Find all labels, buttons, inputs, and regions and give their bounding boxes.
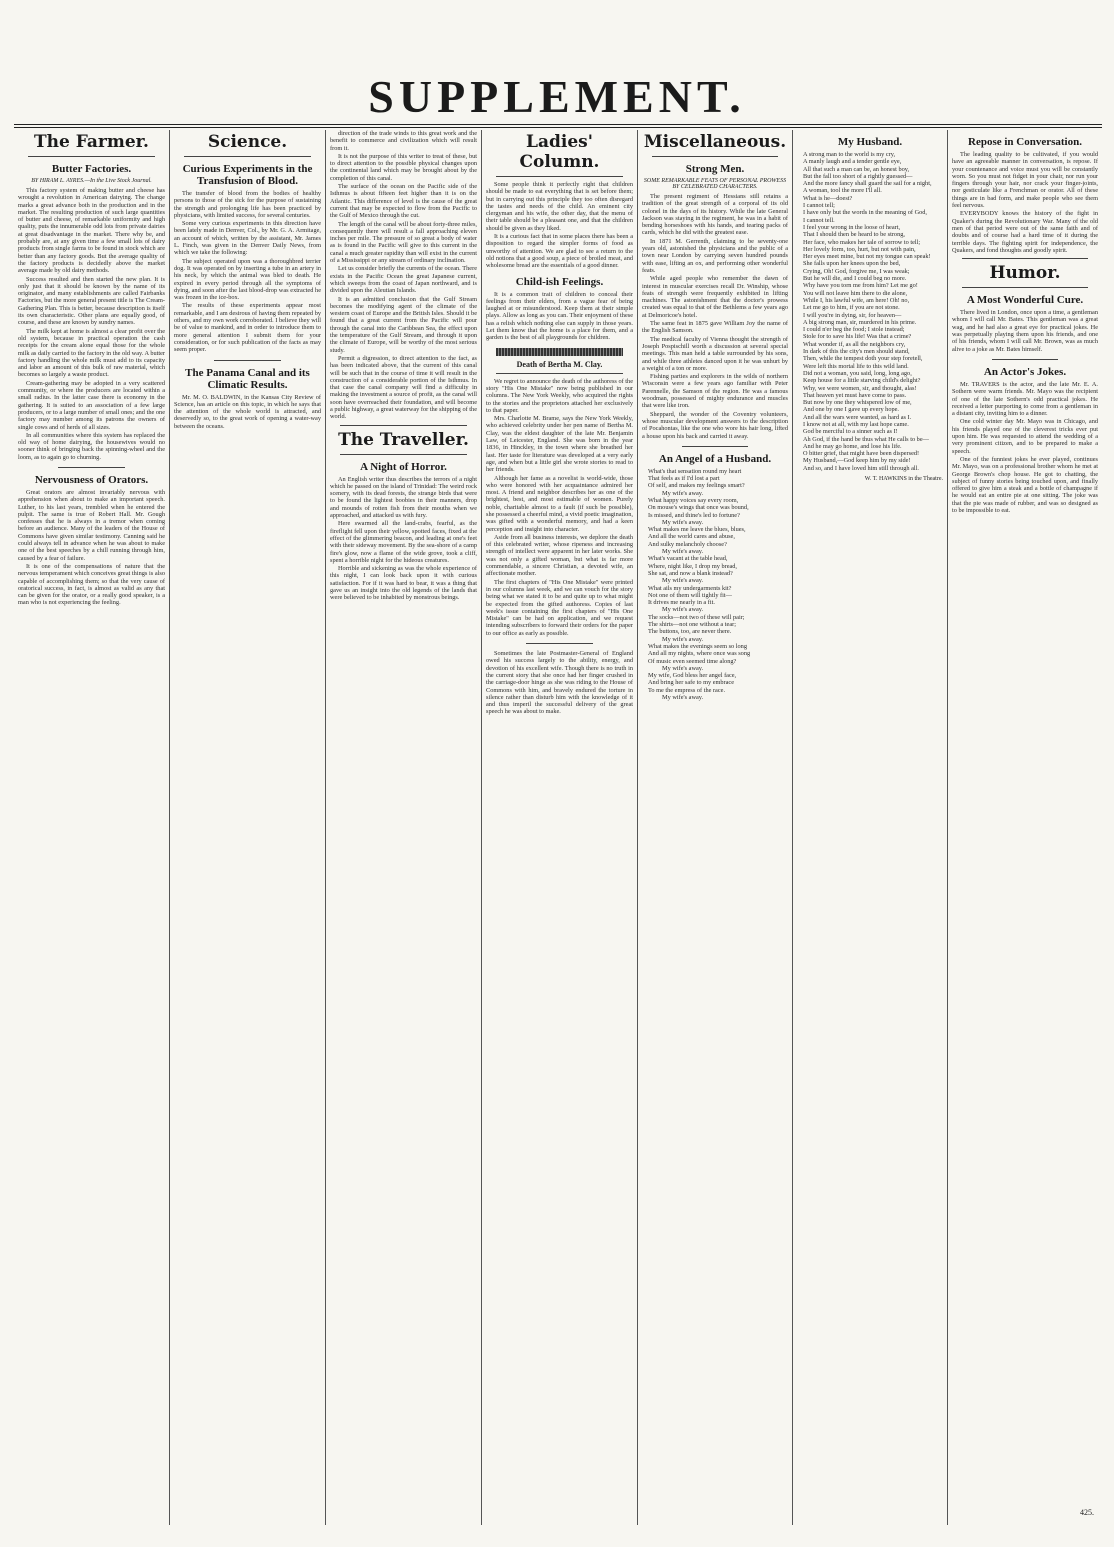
- article-body: [18, 489, 165, 607]
- article-byline: SOME REMARKABLE FEATS OF PERSONAL PROWESS BY CELEBRATED CHARACTERS.: [643, 178, 787, 190]
- poem-line: I have only but the words in the meaning of God,: [803, 209, 927, 217]
- divider: [214, 360, 281, 361]
- section-heading-farmer: The Farmer.: [34, 132, 149, 152]
- article-body: [18, 187, 165, 461]
- poem-line: A big strong man, sir, murdered in his prime.: [803, 318, 917, 326]
- paragraph: The present regiment of Hessians still retains a tradition of the great strength of a corporal of its old colonel in the days of its history. While the late General Jackson was staying in the regiment, he was in a habit of bending horseshoes with his hands, and tearing packs of cards, which he did with the greatest ease.: [642, 193, 788, 237]
- poem-line: A manly laugh and a tender gentle eye,: [803, 158, 902, 166]
- poem-line: But now by one they whispered low of me,: [803, 399, 912, 407]
- poem-line: You will not leave him there to die alone,: [803, 289, 908, 297]
- paragraph: The medical faculty of Vienna thought the strength of Joseph Pospischill worth a discussion at several special meetings. This man held a table surrounded by his sons, and while three athletes danced upon it he was unhurt by a weight of a ton or more.: [642, 335, 788, 372]
- paragraph: The same feat in 1875 gave William Joy the name of the English Samson.: [642, 320, 788, 335]
- poem-line: What's that sensation round my heart: [648, 467, 742, 475]
- poem-line: It drives me nearly in a fit.: [648, 599, 715, 607]
- divider: [992, 359, 1058, 360]
- poem-line: The buttons, too, are never there.: [648, 628, 732, 636]
- poem-line: I cannot tell;: [803, 202, 835, 210]
- article-title: Butter Factories.: [51, 163, 132, 175]
- paragraph: Sometimes the late Postmaster-General of England owed his success largely to the ability, energy, and devotion of his excellent wife. Though there is no truth in the current story that she once had her finger crushed in the carriage-door hinge as she was riding to the House of Commons with him, and bravely endured the torture in silence rather than disturb him with the knowledge of it and thus imperil the successful delivery of the great speech he was about to make.: [486, 650, 633, 716]
- column-science: [169, 130, 325, 1525]
- article-body: [642, 193, 788, 440]
- paragraph: Cream-gathering may be adopted in a very scattered community, or where the producers are located within a small radius. In the latter case there is economy in the gathering. It is suited to an association of a few large producers, or to a large number of small ones; and the one factory may number among its patrons the owners of single cows and of herds of all sizes.: [18, 379, 165, 431]
- article-title: A Night of Horror.: [360, 460, 447, 473]
- paragraph: Mr. M. O. BALDWIN, in the Kansas City Review of Science, has an article on this topic, in which he says that the attention of the whole world is attracted, and deservedly so, to the great work of opening a water-way between the oceans.: [174, 393, 321, 430]
- poem-line: My wife's away.: [662, 577, 704, 585]
- paragraph: Mr. TRAVERS is the actor, and the late Mr. E. A. Sothern were warm friends. Mr. Mayo was the recipient of one of the late Sothern's odd practical jokes. He received a letter purporting to come from a gentleman in a distant city, inviting him to a dinner.: [952, 380, 1098, 418]
- column-miscellaneous: [637, 130, 792, 1525]
- article-body: [486, 378, 633, 637]
- poem-line: My wife's away.: [662, 518, 704, 526]
- paragraph: Here swarmed all the land-crabs, fearful, as the fireflight fell upon their yellow, spotted faces, fixed at the effect of the glimmering beacon, and leading at one's feet with their sideway movement. By the sea-shore of a camp fire's glow, now a flame of the wide grove, took a cliff, spent a horrible night for the hideous creatures.: [330, 520, 477, 564]
- section-heading-humor: Humor.: [989, 263, 1061, 284]
- paragraph: This factory system of making butter and cheese has wrought a revolution in American dairying. The change marks a great advance both in the production and in the market. The resulting production of such large quantities of butter and cheese, of remarkable uniformity and high quality, puts the innumerable odd lots from private dairies at great disadvantage in the market. There why be, and probably are, at any given time a few small lots of dairy products from single farms to be found in stock which are better than any factory goods. But the average quality of the factory products is decidedly above the market average made by old dairy methods.: [18, 187, 165, 275]
- paragraph: It is an admitted conclusion that the Gulf Stream becomes the modifying agent of the climate of the western coast of Europe and the British Isles. Should it be found that a great current from the Pacific will pour through the canal into the Caribbean Sea, the effect upon the temperature of the Gulf Stream, and through it upon the climate of Europe, will be worthy of the most serious study.: [330, 295, 477, 354]
- poem-signature: W. T. HAWKINS in the Theatre.: [864, 476, 943, 483]
- article-title: The Panama Canal and its Climatic Results.: [185, 366, 310, 391]
- poem-line: And sulky melancholy choose?: [648, 540, 727, 548]
- paragraph: One of the funniest jokes he ever played, continues Mr. Mayo, was on a professional brother whom he met at George Brown's chop house. He got to chatting, the subject of funny stories being touched upon, and finally offered to give him a steak and a bottle of champagne if he would eat an entire pie at one sitting. The joke was that the pie was made of rubber, and was so designed as to be impossible to eat.: [952, 455, 1098, 514]
- poem-line: What's vacant at the table head,: [648, 555, 728, 563]
- divider: [340, 454, 467, 455]
- poem-line: While I, his lawful wife, am here! Oh! no,: [803, 296, 910, 304]
- poem-line: My Husband,—God keep him by my side!: [803, 457, 911, 465]
- column-ladies: [481, 130, 637, 1525]
- poem-line: And all the wars were wanted, as hard as I.: [803, 413, 912, 421]
- divider: [496, 373, 623, 374]
- article-body: [952, 151, 1098, 254]
- paragraph: Some very curious experiments in this direction have been lately made in Denver, Col., by Mr. G. A. Armitage, an account of which, written by the assistant, Mr. James L. Finch, was given in the Denver Daily News, from which we take the following:: [174, 220, 321, 257]
- poem-line: Ah God, if the hand be thus what He calls to be—: [803, 435, 929, 443]
- poem-line: God be merciful to a sinner such as I!: [803, 428, 898, 436]
- poem-line: I feel your wrong in the loose of heart,: [803, 223, 901, 231]
- poem-line: My wife's away.: [662, 489, 704, 497]
- poem-line: She falls upon her knees upon the bed,: [803, 260, 901, 268]
- masthead-title: SUPPLEMENT.: [368, 71, 746, 122]
- article-body: [174, 394, 321, 430]
- paragraph: The transfer of blood from the bodies of healthy persons to those of the sick for the purpose of sustaining the strength and prolonging life has been practiced by physicians, with limited success, for several centuries.: [174, 190, 321, 219]
- divider: [962, 287, 1088, 288]
- poem-line: All that such a man can be, an honest boy,: [803, 165, 910, 173]
- poem-title: My Husband.: [837, 136, 903, 148]
- article-title: Nervousness of Orators.: [34, 473, 149, 486]
- poem-line: She sat, and now a blank instead?: [648, 569, 733, 577]
- paragraph: The length of the canal will be about forty-three miles, consequently there will result a fall approaching eleven inches per mile. The pressure of so great a body of water as is found in the Pacific will give to this current in the canal a much greater rapidity than will exist in the current of a Mississippi or any stream of ordinary inclination.: [330, 220, 477, 265]
- poem-line: Of music even seemed time along?: [648, 657, 737, 665]
- poem-line: Let me go to him, if you are not stone.: [803, 304, 900, 312]
- poem-line: Her lovely form, too, hurt, but not with pain,: [803, 245, 916, 253]
- poem-line: I know not at all, with my last hope came.: [803, 420, 909, 428]
- paragraph: Although her fame as a novelist is world-wide, those who were honored with her acquaintance admired her most. A friend and neighbor describes her as one of the brightest, best, and most estimable of women. Purely noble, charitable almost to a fault (if such be possible), she possessed a cheerful mind, a vivid poetic imagination, was gifted with a wonderful memory, and had a keen perception and insight into character.: [486, 474, 633, 533]
- article-byline: BY HIRAM L. AYRES.—In the Live Stock Journal.: [31, 178, 152, 184]
- paragraph: Mrs. Charlotte M. Brame, says the New York Weekly, who achieved celebrity under her pen name of Bertha M. Clay, was the eldest daughter of the late Mr. Benjamin Law, of Leicester, England. She was born in the year 1836, in Hinckley, in the town where she breathed her last. Her taste for literature was developed at a very early age, and when but a little girl she wrote stories to read to her friends.: [486, 415, 633, 474]
- paragraph: One cold winter day Mr. Mayo was in Chicago, and his friends played one of the cleverest tricks ever put upon him. He was requested to attend the wedding of a very prominent citizen, and to be prepared to make a speech.: [952, 418, 1098, 455]
- poem-line: And one by one I gave up every hope.: [803, 406, 899, 414]
- columns: [14, 130, 1102, 1525]
- section-heading-miscellaneous: Miscellaneous.: [643, 132, 787, 152]
- poem-line: And so, and I have loved him still through all.: [803, 464, 919, 472]
- paragraph: We regret to announce the death of the authoress of the story "His One Mistake" now being published in our columns. The New York Weekly, who acquired the rights to the stories and the proprietors attached her exclusively to that paper.: [486, 377, 633, 414]
- divider: [526, 643, 593, 644]
- column-farmer: [14, 130, 169, 1525]
- paragraph: There lived in London, once upon a time, a gentleman whom I will call Mr. Bates. This gentleman was a great wag, and he had also a great eye for practical jokes. He was perpetually playing them upon his friends, and one of his friends, whom I will call Mr. Brown, was as much alive to a joke as Mr. Bates himself.: [952, 309, 1098, 353]
- article-body: [486, 291, 633, 342]
- divider: [184, 156, 311, 157]
- divider: [58, 467, 125, 468]
- article-body: [486, 650, 633, 716]
- article-body: [952, 381, 1098, 514]
- poem-line: That feels as if I'd lost a part: [648, 475, 720, 483]
- article-body: [174, 190, 321, 354]
- poem-line: To me the empress of the race.: [648, 686, 726, 694]
- article-title: Child-ish Feelings.: [515, 275, 604, 288]
- poem-line: Stole for to save his life! Was that a crime?: [803, 333, 912, 341]
- paragraph: EVERYBODY knows the history of the fight in Quaker's during the Revolutionary War. Many of the old men of that period were out of the same faith and of doubts and of course had a hard time of it during the terrible days. The fighting spirit for independence, the Quakers, and fond thoughts and goodly spirit.: [952, 210, 1098, 254]
- article-body: [330, 130, 477, 421]
- poem-line: But the fall too short of a rightly guessed—: [803, 172, 913, 180]
- poem-line: Of self, and makes my feelings smart?: [648, 482, 745, 490]
- paragraph: It is a common trait of children to conceal their feelings from their elders, from a vague fear of being laughed at or misunderstood. Keep them at their simple plays. Allow as long as you can. Their enjoyment of these has a relish which nothing else can supply in those years. Let them know that the home is a place for them, and a garden is the best of all playgrounds for children.: [486, 290, 633, 342]
- poem-line: Why have you torn me from him? Let me go!: [803, 282, 918, 290]
- poem-line: What is he—doest?: [803, 194, 853, 202]
- article-title: A Most Wonderful Cure.: [966, 294, 1084, 307]
- paragraph: Success resulted and then started the new plan. It is only just that it should be known by the name of its originator, and many establishments are called Fairbanks Factories, but the more general present title is The Cream-Gathering Plan. This is better, because description is itself its own characteristic. Other plans are equally good, of course, and these are known by sundry names.: [18, 275, 165, 327]
- article-title: Repose in Conversation.: [968, 136, 1082, 148]
- poem-line: Were left this mortal life to this wild land.: [803, 362, 909, 370]
- poem-line: What wonder if, as all the neighbors cry,: [803, 340, 906, 348]
- article-title: Strong Men.: [685, 163, 745, 175]
- obituary-border: [496, 348, 623, 356]
- divider: [962, 258, 1088, 259]
- paragraph: While aged people who remember the dawn of interest in muscular exercises recall Dr. Winship, whose feats of strength were frequently exhibited in lifting machines. The astonishment that the doctor's prowess created was equal to that of the Bethlems a few years ago at Delmoricoe's hotel.: [642, 275, 788, 319]
- column-humor: [947, 130, 1102, 1525]
- poem-line: That heaven yet must have come to pass.: [803, 391, 907, 399]
- poem-line: On mouse's wings that once was bound,: [648, 504, 749, 512]
- paragraph: Great orators are almost invariably nervous with apprehension when about to make an important speech. Luther, to his last years, trembled when he entered the pulpit. The same is true of Robert Hall. Mr. Gough confesses that he is always in a tremor when coming before an audience. Many of the leaders of the House of Commons have given similar testimony. Canning said he could always tell in advance when he was about to make one of the best speeches by a chill running through him, caused by a fear of failure.: [18, 488, 165, 562]
- poem-line: And the more fancy shall guard the sail for a night,: [803, 180, 932, 188]
- paragraph: It is one of the compensations of nature that the nervous temperament which conceives great things is also capable of accomplishing them; so that the very cause of oratorical success, in fact, is almost as valid as any that can be given for the orator, or a really good speaker, is a man who is not experiencing the feeling.: [18, 562, 165, 607]
- paragraph: It is not the purpose of this writer to treat of these, but to direct attention to the possible physical changes upon the continental land which may be brought about by the completion of this canal.: [330, 152, 477, 182]
- divider: [340, 425, 467, 426]
- poem-line: But he will die, and I could beg no more.: [803, 275, 907, 283]
- poem-line: And bring her safe to my embrace: [648, 679, 735, 687]
- paragraph: Let us consider briefly the currents of the ocean. There exists in the Pacific Ocean the great Japanese current, which sweeps from the coast of Japan northward, and is divided upon the Aleutian Islands.: [330, 265, 477, 295]
- paragraph: The first chapters of "His One Mistake" were printed in our columns last week, and we can vouch for the story being what we stated it to be and quite up to what might be expected from the gifted authoress. Copies of last week's issue containing the first chapters of "His One Mistake" can be had on application, and we request intending subscribers to forward their orders for the paper to our office as early as possible.: [486, 578, 633, 637]
- paragraph: Some people think it perfectly right that children should be made to eat everything that is set before them; but in carrying out this principle they too often disregard the tastes and needs of the child. An eminent city clergyman and his wife, the other day, that the menu of their table should be a pleasant one, and that the children should be given as they liked.: [486, 181, 633, 232]
- poem-title: An Angel of a Husband.: [658, 452, 772, 465]
- poem-line: What ails my undergarments kit?: [648, 584, 732, 592]
- article-title: An Actor's Jokes.: [983, 365, 1067, 378]
- poem-line: The shirts—not one without a tear;: [648, 621, 736, 629]
- paragraph: In 1871 M. Gerrenth, claiming to be seventy-one years old, astonished the physicians and the public of a town near London by carrying seven hundred pounds with ease, lifting an ox, and performing other wonderful feats.: [642, 237, 788, 274]
- poem-line: And all the world cares and abuse,: [648, 533, 735, 541]
- paragraph: The surface of the ocean on the Pacific side of the Isthmus is about fifteen feet higher than it is on the Atlantic. This difference of level is the cause of the great current that may be expected to flow from the Pacific to the Gulf of Mexico through the cut.: [330, 183, 477, 220]
- poem-line: Crying, Oh! God, forgive me, I was weak;: [803, 267, 910, 275]
- paragraph: Fishing parties and explorers in the wilds of northern Wisconsin were a few years ago familiar with Peter Parennelle, the Samson of the region. He was a famous woodman, possessed of mighty endurance and muscles that were like iron.: [642, 373, 788, 410]
- poem-line: In dark of this the city's men should stand,: [803, 348, 910, 356]
- poem-line: I cannot tell.: [803, 216, 835, 224]
- section-heading-ladies: Ladies' Column.: [519, 132, 600, 172]
- poem-line: Why, we were women, sir, and thought, alas!: [803, 384, 917, 392]
- section-heading-traveller: The Traveller.: [338, 429, 469, 450]
- paragraph: In all communities where this system has replaced the old way of home dairying, the housewives would no sooner think of bringing back the spinning-wheel and the loom, as to again go to churning.: [18, 431, 165, 461]
- poem-line: What happy voices say every room,: [648, 496, 739, 504]
- poem-line: My wife, God bless her angel face,: [648, 672, 737, 680]
- divider: [682, 446, 748, 447]
- poem-line: And all my nights, where once was song: [648, 650, 751, 658]
- poem-line: My wife's away.: [662, 694, 704, 701]
- article-title: Curious Experiments in the Transfusion of Blood.: [182, 163, 313, 187]
- poem-line: My wife's away.: [662, 548, 704, 556]
- poem-line: Did not a woman, you said, long, long ago,: [803, 369, 912, 377]
- column-poetry: [792, 130, 947, 1525]
- article-body: [486, 181, 633, 270]
- poem-line: That I should then be heard to be strong,: [803, 231, 905, 239]
- paragraph: Permit a digression, to direct attention to the fact, as has been indicated above, that the current of this canal will be such that in the course of time it will result in the construction of a considerable portion of the Isthmus. In that case the canal company will find a difficulty in making the investment a source of profit, as the canal will soon have overreached their foundation, and will become a public highway, a great waterway for the shipping of the world.: [330, 354, 477, 421]
- poem-line: Then, while the tempest doth your step foretell,: [803, 355, 923, 363]
- paragraph: Aside from all business interests, we deplore the death of this celebrated writer, whose ripeness and increasing strength of intellect were apparent in her later works. She was not only a gifted woman, but what is far more commendable, a sincere Christian, a devoted wife, an affectionate mother.: [486, 533, 633, 578]
- poem-line: Her face, who makes her tale of sorrow to tell;: [803, 238, 921, 246]
- paragraph: Sheppard, the wonder of the Coventry volunteers, whose muscular development answers to the description of Pocahontas, like the one who wore his hair long, lifted a house upon his back and carried it away.: [642, 410, 788, 440]
- poem-line: What makes me leave the blues, blues,: [648, 526, 746, 534]
- divider: [652, 156, 778, 157]
- poem-line: A woman, tool the more I'll all.: [803, 187, 882, 195]
- poem-body: [642, 468, 788, 702]
- paragraph: The milk kept at home is almost a clear profit over the old system, because in practical operation the cash receipts for the cream alone equal those for the whole milk as daily carried to the factory in the old way. A butter factory handling the whole milk must add to its capacity and labor an amount of this bulk of raw material, which becomes so largely a waste product.: [18, 327, 166, 379]
- masthead-rule-double: [14, 127, 1102, 128]
- poem-line: I will you're in dying, sir, for heaven—: [803, 311, 902, 319]
- poem-line: And he may go home, and lose his life.: [803, 442, 902, 450]
- poem-line: Not one of them will tightly fit—: [648, 591, 732, 599]
- paragraph: The subject operated upon was a thoroughbred terrier dog. It was operated on by inserting a tube in an artery in his neck, by which the animal was bled to death. He expired in every period through all the symptoms of dying, and soon after the last blood-drop was extracted he was frozen in the ice-box.: [174, 257, 321, 302]
- poem-line: Keep house for a little starving child's delight?: [803, 377, 921, 385]
- poem-line: My wife's away.: [662, 664, 704, 672]
- poem-line: Her eyes meet mine, but not my tongue can speak!: [803, 253, 931, 261]
- poem-line: O bitter grief, that might have been dispersed!: [803, 450, 920, 458]
- paragraph: Horrible and sickening as was the whole experience of this night, I can look back upon it with curious satisfaction. For if it was hard to bear, it was a thing that gave us an insight into the old legends of the lands that were believed to be inhabited by monstrous beings.: [330, 565, 477, 602]
- section-heading-science: Science.: [207, 132, 288, 152]
- article-body: [952, 309, 1098, 353]
- page-number: 425.: [1080, 1508, 1094, 1517]
- divider: [28, 156, 155, 157]
- paragraph: An English writer thus describes the terrors of a night which he passed on the island of Trinidad: The weird rock scenery, with its dead forests, the strange birds that were to be found the lightest boobies in their manners, drop and mounds of rotten fish from their mouths when we approached, and attacked us with fury.: [330, 475, 477, 520]
- divider: [496, 176, 623, 177]
- poem-line: A strong man to the world is my cry,: [803, 151, 896, 158]
- column-science-continued: [325, 130, 481, 1525]
- poem-line: My wife's away.: [662, 606, 704, 614]
- poem-line: My wife's away.: [662, 635, 704, 643]
- paragraph: direction of the trade winds to this great work and the benefit to commerce and civilization which will result from it.: [330, 130, 477, 152]
- paragraph: It is a curious fact that in some places there has been a disposition to regard the simpler forms of food as unworthy of attention. We are glad to see a return to the old notions that a good soup, a piece of broiled meat, and wholesome bread are the essentials of a good dinner.: [486, 233, 633, 270]
- poem-body: [797, 151, 943, 472]
- masthead-rule: [14, 124, 1102, 125]
- obituary-title: Death of Bertha M. Clay.: [516, 359, 603, 369]
- poem-line: Is missed, and thine's led to fortune?: [648, 511, 740, 519]
- article-body: [330, 476, 477, 602]
- poem-line: Where, night like, I drop my bread,: [648, 562, 738, 570]
- paragraph: The results of these experiments appear most remarkable, and I am desirous of having them repeated by others, and my own work corroborated. I believe they will be of value to mankind, and in order to introduce them to more general attention I submit them for your consideration, or for such publication of the facts as may seem proper.: [174, 302, 321, 354]
- poem-line: The socks—not two of these will pair;: [648, 613, 745, 621]
- paragraph: The leading quality to be cultivated, if you would have an agreeable manner in conversation, is repose. If your countenance and voice must you will be constantly worn. So you must not fidget in your chair, nor run your fingers through your hair, nor crack your finger-joints, nor gesticulate like a Frenchman or orator. All of these things are in bad form, and make people who see them feel nervous.: [952, 151, 1098, 210]
- poem-line: I could n'er beg the food; I stole instead;: [803, 326, 905, 334]
- poem-line: What makes the evenings seem so long: [648, 642, 747, 650]
